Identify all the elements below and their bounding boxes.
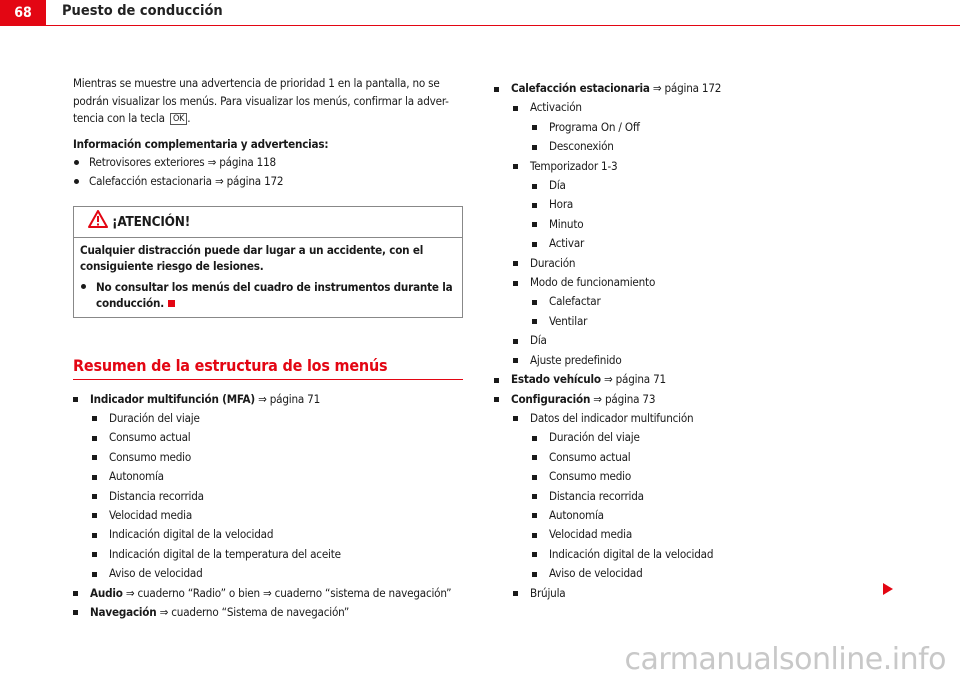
menu-item-label: Audio (90, 585, 123, 600)
square-bullet-icon (73, 397, 78, 402)
menu-item-level-1 (73, 603, 463, 622)
menu-item-level-3 (494, 506, 914, 525)
menu-item-label: Programa On / Off (549, 119, 640, 134)
menu-item-label: Duración del viaje (549, 430, 640, 445)
menu-item-level-1 (73, 390, 463, 409)
menu-item-label: Indicación digital de la velocidad (109, 527, 274, 542)
square-bullet-icon (73, 591, 78, 596)
menu-item-level-2 (73, 487, 463, 506)
menu-item-level-3 (494, 525, 914, 544)
menu-item-label: Aviso de velocidad (549, 566, 643, 581)
square-bullet-icon (532, 436, 537, 441)
menu-item-level-2 (73, 428, 463, 447)
menu-item-level-3 (494, 215, 914, 234)
square-bullet-icon (92, 416, 97, 421)
menu-item-level-3 (494, 234, 914, 253)
square-bullet-icon (513, 339, 518, 344)
menu-item-level-3 (494, 312, 914, 331)
menu-item-label: Consumo actual (109, 430, 191, 445)
menu-item-level-2 (73, 564, 463, 583)
square-bullet-icon (532, 145, 537, 150)
menu-item-label: Configuración (511, 391, 591, 406)
menu-item-label: Aviso de velocidad (109, 566, 203, 581)
square-bullet-icon (532, 572, 537, 577)
menu-item-label: Consumo medio (109, 449, 192, 464)
intro-end: . (187, 111, 191, 125)
square-bullet-icon (513, 358, 518, 363)
menu-item-level-3 (494, 487, 914, 506)
square-bullet-icon (494, 87, 499, 92)
menu-item-label: Distancia recorrida (549, 488, 644, 503)
menu-item-label: Consumo actual (549, 449, 631, 464)
menu-item-level-2 (494, 409, 914, 428)
ref-text: Retrovisores exteriores ⇒ página 118 (89, 154, 276, 169)
menu-item-label: Estado vehículo (511, 372, 601, 387)
menu-item-label: Temporizador 1-3 (530, 158, 618, 173)
ok-key-label: OK (170, 113, 187, 125)
menu-item-ref: ⇒ página 71 (600, 372, 666, 387)
menu-item-level-2 (73, 525, 463, 544)
intro-line-2: podrán visualizar los menús. Para visualizar los menús, confirmar la adver- (73, 93, 449, 108)
square-bullet-icon (532, 455, 537, 460)
menu-item-level-1 (73, 584, 463, 603)
square-bullet-icon (513, 281, 518, 286)
header-divider (46, 25, 960, 26)
menu-item-level-2 (494, 331, 914, 350)
square-bullet-icon (532, 300, 537, 305)
square-bullet-icon (513, 416, 518, 421)
square-bullet-icon (532, 475, 537, 480)
info-subheading: Información complementaria y advertencias: (73, 136, 329, 151)
square-bullet-icon (513, 106, 518, 111)
menu-item-label: Autonomía (109, 469, 164, 484)
menu-item-label: Activación (530, 100, 582, 115)
square-bullet-icon (513, 164, 518, 169)
intro-line-1: Mientras se muestre una advertencia de prioridad 1 en la pantalla, no se (73, 76, 440, 90)
ref-item (73, 172, 463, 192)
square-bullet-icon (532, 552, 537, 557)
menu-item-ref: ⇒ página 71 (254, 391, 321, 406)
menu-item-level-2 (494, 98, 914, 117)
menu-item-label: Activar (549, 236, 585, 251)
menu-item-label: Calefactar (549, 294, 601, 309)
square-bullet-icon (532, 533, 537, 538)
warning-header (74, 207, 462, 238)
menu-item-level-3 (494, 428, 914, 447)
menu-item-ref: ⇒ cuaderno “Radio” o bien ⇒ cuaderno “sistema de navegación” (122, 585, 452, 600)
menu-item-label: Ventilar (549, 313, 588, 328)
menu-item-label: Ajuste predefinido (530, 352, 622, 367)
menu-item-label: Día (549, 178, 566, 193)
menu-item-level-3 (494, 292, 914, 311)
menu-item-label: Autonomía (549, 507, 604, 522)
menu-item-label: Día (530, 333, 547, 348)
menu-item-label: Modo de funcionamiento (530, 275, 656, 290)
right-column (494, 79, 914, 603)
square-bullet-icon (532, 319, 537, 324)
menu-item-level-3 (494, 176, 914, 195)
ref-text: Calefacción estacionaria ⇒ página 172 (89, 174, 284, 188)
warning-body (74, 238, 462, 317)
intro-paragraph (73, 75, 463, 128)
menu-item-level-2 (73, 467, 463, 486)
menu-item-label: Velocidad media (109, 507, 193, 522)
menu-item-label: Duración del viaje (109, 410, 200, 425)
menu-item-label: Duración (530, 255, 576, 270)
menu-item-label: Distancia recorrida (109, 488, 204, 503)
next-page-arrow-icon[interactable] (883, 583, 893, 595)
menu-item-level-1 (494, 390, 914, 409)
menu-item-level-2 (73, 545, 463, 564)
menu-item-level-2 (494, 157, 914, 176)
menu-item-label: Indicación digital de la temperatura del aceite (109, 546, 341, 561)
square-bullet-icon (513, 261, 518, 266)
menu-item-level-3 (494, 448, 914, 467)
menu-item-ref: ⇒ cuaderno “Sistema de navegación” (156, 604, 350, 619)
square-bullet-icon (73, 610, 78, 615)
menu-item-level-2 (494, 273, 914, 292)
menu-item-level-3 (494, 467, 914, 486)
menu-item-level-2 (73, 448, 463, 467)
menu-item-level-2 (494, 584, 914, 603)
end-mark-icon (168, 300, 175, 307)
square-bullet-icon (92, 455, 97, 460)
menu-item-label: Hora (549, 197, 574, 212)
square-bullet-icon (92, 572, 97, 577)
warning-box (73, 206, 463, 318)
menu-item-level-3 (494, 137, 914, 156)
square-bullet-icon (92, 513, 97, 518)
warning-title: ¡ATENCIÓN! (112, 213, 191, 230)
menu-item-level-3 (494, 545, 914, 564)
menu-item-level-3 (494, 564, 914, 583)
square-bullet-icon (92, 552, 97, 557)
square-bullet-icon (92, 494, 97, 499)
bullet-dot (81, 284, 86, 289)
square-bullet-icon (513, 591, 518, 596)
menu-item-label: Consumo medio (549, 469, 632, 484)
menu-item-level-1 (494, 79, 914, 98)
menu-item-label: Brújula (530, 585, 566, 600)
square-bullet-icon (532, 125, 537, 130)
page-number: 68 (0, 0, 46, 26)
square-bullet-icon (494, 397, 499, 402)
square-bullet-icon (92, 533, 97, 538)
warning-bullet-text: No consultar los menús del cuadro de instrumentos durante la conducción. (96, 279, 453, 310)
bullet-dot (74, 179, 79, 184)
square-bullet-icon (494, 378, 499, 383)
warning-text: Cualquier distracción puede dar lugar a un accidente, con el consiguiente riesgo de lesiones. (80, 242, 424, 273)
menu-item-level-1 (494, 370, 914, 389)
menu-item-ref: ⇒ página 73 (590, 391, 656, 406)
menu-item-level-3 (494, 118, 914, 137)
menu-item-label: Datos del indicador multifunción (530, 410, 694, 425)
square-bullet-icon (532, 513, 537, 518)
left-column (73, 75, 463, 622)
menu-item-level-2 (494, 254, 914, 273)
page-title: Puesto de conducción (62, 3, 223, 19)
menu-item-label: Desconexión (549, 139, 614, 154)
menu-item-label: Indicación digital de la velocidad (549, 546, 714, 561)
watermark: carmanualsonline.info (624, 642, 946, 677)
ref-item (73, 153, 463, 173)
menu-item-level-2 (73, 506, 463, 525)
menu-item-label: Indicador multifunción (MFA) (90, 391, 255, 406)
square-bullet-icon (532, 203, 537, 208)
warning-triangle-icon (88, 210, 108, 228)
menu-item-level-2 (73, 409, 463, 428)
intro-line-3: tencia con la tecla (73, 111, 165, 125)
menu-item-label: Minuto (549, 216, 584, 231)
menu-structure-list-right (494, 79, 914, 603)
square-bullet-icon (532, 242, 537, 247)
square-bullet-icon (532, 184, 537, 189)
warning-bullet (80, 279, 456, 312)
bullet-dot (74, 160, 79, 165)
menu-item-level-2 (494, 351, 914, 370)
square-bullet-icon (532, 222, 537, 227)
square-bullet-icon (532, 494, 537, 499)
menu-item-ref: ⇒ página 172 (649, 81, 722, 95)
section-title: Resumen de la estructura de los menús (73, 356, 463, 380)
menu-structure-list-left (73, 390, 463, 623)
menu-item-label: Calefacción estacionaria (511, 81, 650, 95)
menu-item-level-3 (494, 195, 914, 214)
menu-item-label: Velocidad media (549, 527, 633, 542)
menu-item-label: Navegación (90, 604, 157, 619)
square-bullet-icon (92, 436, 97, 441)
square-bullet-icon (92, 475, 97, 480)
